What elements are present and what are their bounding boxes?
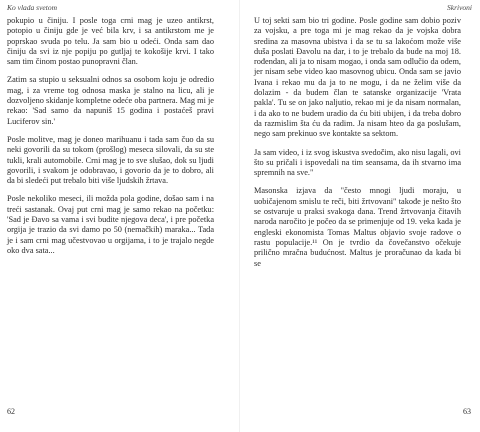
paragraph: Ja sam video, i iz svog iskustva svedočim, ako nisu lagali, ovi što su pričali i ispovedali na tim seansama, da ih stvarno ima spremnih na sve." [254,147,461,178]
left-page-number: 62 [7,407,15,416]
paragraph: Posle molitve, mag je doneo marihuanu i tada sam čuo da su neki govorili da su tokom (prošlog) meseca silovali, da su ste tukli, krali automobile. Crni mag je to sve slušao, dok su ljudi govorili, i svakom je odobravao, i govorio da je to dobro, ali da bi sledeći put trebalo biti više ljudskih žrtava. [7,134,214,186]
paragraph: pokupio u činiju. I posle toga crni mag je uzeo antikrst, potopio u činiju gde je već bila krv, i sa antikrstom me je poprskao svuda po telu. Ja sam bio u odeći. Onda sam dao činiju da svi iz nje popiju po gutljaj te kokošije krvi. I tako sam tim činom postao punopravni član. [7,16,214,67]
paragraph: Zatim sa stupio u seksualni odnos sa osobom koju je odredio mag, i za vreme tog odnosa maska je stalno na licu, ali je dozvoljeno skidanje kompletne odeće oba partnera. Mag mi je rekao: 'Sad samo da napuniš 15 godina i postaćeš pravi Luciferov sin.' [7,75,214,126]
left-running-head: Ko vlada svetom [7,3,57,12]
right-page-body [254,16,461,269]
right-page-number: 63 [463,407,471,416]
right-running-head: Skrivoni [447,3,472,12]
right-page [240,0,480,432]
paragraph: Posle nekoliko meseci, ili možda pola godine, došao sam i na treći sastanak. Ovaj put crni mag je samo rekao na početku: 'Sad je Đavo sa vama i svi budite njegova deca', i pre početka orgija je trazio da svi damo po 50 (nemačkih) maraka... Tada je i sam crni mag učestvovao u orgijama, i to je trajalo negde oko dva sata... [7,194,214,255]
paragraph: Masonska izjava da "često mnogi ljudi moraju, u uobičajenom smislu te reči, biti žrtvovani" takođe je nešto što se ostvaruje u praksi svakoga dana. Trend žrtvovanja čitavih naroda naročito je počeo da se primenjuje od 19. veka kada je engleski ekonomista Tomas Maltus objavio svoje radove o rastu populacije.¹¹ On je tvrdio da čovečanstvo očekuje prilično mračna budućnost. Maltus je proračunao da kada bi se [254,186,461,268]
left-page-body [7,16,214,256]
paragraph: U toj sekti sam bio tri godine. Posle godine sam dobio poziv za vojsku, a pre toga mi je mag rekao da je vojska dobra sredina za masovna ubistva i da se tu sa lakoćom može više duša poslati Đavolu na dar, i to je trebalo da bude na moj 18. rođendan, ali ja to nisam mogao, i onda sam odlučio da odem, jer nisam sebe video kao masovnog ubicu. Onda sam se javio Ivana i rekao mu da ja to ne mogu, i da ne želim više da dolazim - da budem član te satanske organizacije 'Vrata pakla'. Tu se on jako naljutio, rekao mi je da nisam normalan, i da ako to ne budem uradio da ću biti ubijen, i da treba dobro da razmislim šta ću da radim. Ja nisam hteo da ga poslušam, nego sam prekinuo sve kontakte sa sektom. [254,16,461,139]
